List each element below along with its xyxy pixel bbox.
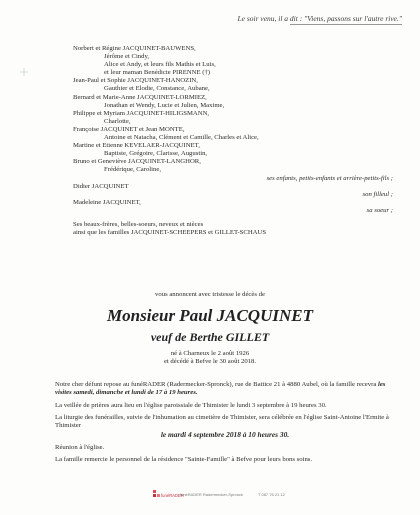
reunion-paragraph: Réunion à l'église. [55, 443, 105, 451]
announce-line: vous annoncent avec tristesse le décès de [155, 291, 265, 298]
family-line: Antoine et Natacha, Clément et Camille, Charles et Alice, [104, 134, 259, 142]
arrangements-text [55, 381, 395, 468]
family-line: sa soeur ; [366, 206, 393, 214]
family-line: Frédérique, Caroline, [104, 166, 162, 174]
family-line: son filleul ; [362, 190, 393, 198]
family-line: Norbert et Régine JACQUINET-BAUWENS, [73, 45, 196, 52]
thanks-paragraph: La famille remercie le personnel de la résidence "Sainte-Famille" à Befve pour leurs bons soins. [55, 456, 313, 464]
dates-block [0, 350, 420, 367]
family-line: Jean-Paul et Sophie JACQUINET-HANOZIN, [73, 77, 198, 85]
family-line: Gauthier et Elodie, Constance, Aubane, [104, 85, 210, 93]
family-line: Bruno et Geneviève JACQUINET-LANGHOR, [73, 158, 201, 166]
quote-underline [290, 24, 402, 25]
vigil-paragraph: La veillée de prières aura lieu en l'église paroissiale de Thimister le lundi 3 septembre à 19 heures 30. [55, 401, 327, 409]
footer-phone: T 087 76 21 12 [258, 492, 285, 497]
family-line: Didier JACQUINET [73, 182, 129, 190]
family-line: Alice et Andy, et leurs fils Mathis et Luis, [104, 61, 216, 69]
family-line: ainsi que les familles JACQUINET-SCHEEPERS et GILLET-SCHAUS [73, 229, 267, 237]
spouse-line: veuf de Berthe GILLET [150, 330, 270, 344]
margin-cross-mark [20, 68, 28, 76]
birth-line: né à Charneux le 2 août 1926 [170, 350, 250, 357]
footer-text: funéRADER Radermecker-Spronck [180, 492, 243, 497]
deceased-name: Monsieur Paul JACQUINET [107, 306, 313, 325]
funeral-paragraph: La liturgie des funérailles, suivie de l'inhumation au cimetière de Thimister, sera célébrée en l'église Saint-Antoine l'Ermite à Thimister [55, 413, 389, 430]
visitation-text: Notre cher défunt repose au funéRADER (Radermecker-Spronck), rue de Battice 21 à 4880 Aubel, où la famille recevra [55, 381, 378, 388]
family-line: Ses beaux-frères, belles-soeurs, neveux et nièces [73, 220, 204, 228]
family-line: et leur maman Benédicte PIRENNE (†) [104, 69, 211, 77]
family-line: Madeleine JACQUINET, [73, 198, 141, 206]
family-line: ses enfants, petits-enfants et arrière-petits-fils ; [266, 174, 393, 182]
family-line: Baptiste, Grégoire, Clarisse, Augustin, [104, 150, 208, 158]
visitation-hours: les visites samedi, dimanche et lundi de 17 à 19 heures. [55, 381, 386, 397]
funeral-home-footer [150, 489, 290, 499]
family-line: Françoise JACQUINET et Jean MONTE, [73, 125, 185, 133]
death-line: et décédé à Befve le 30 août 2018. [163, 358, 257, 366]
ceremony-datetime: le mardi 4 septembre 2018 à 10 heures 30. [160, 430, 290, 440]
logo-brand-text: funéRADER [161, 493, 184, 498]
family-line: Bernard et Marie-Anne JACQUINET-LORMIEZ, [73, 93, 207, 101]
family-line: Martine et Etienne KEVELAER-JACQUINET, [73, 142, 200, 150]
family-line: Jonathan et Wendy, Lucie et Julien, Maxime, [104, 101, 225, 109]
funerader-logo-icon [150, 489, 184, 499]
family-list [73, 45, 393, 237]
family-line: Charlotte, [104, 117, 131, 125]
epigraph-quote: Le soir venu, il a dit : "Viens, passons sur l'autre rive." [237, 14, 402, 23]
family-line: Jérôme et Cindy, [104, 53, 150, 61]
visitation-paragraph [55, 381, 395, 398]
family-line: Philippe et Myriam JACQUINET-HILIGSMANN, [73, 109, 210, 117]
